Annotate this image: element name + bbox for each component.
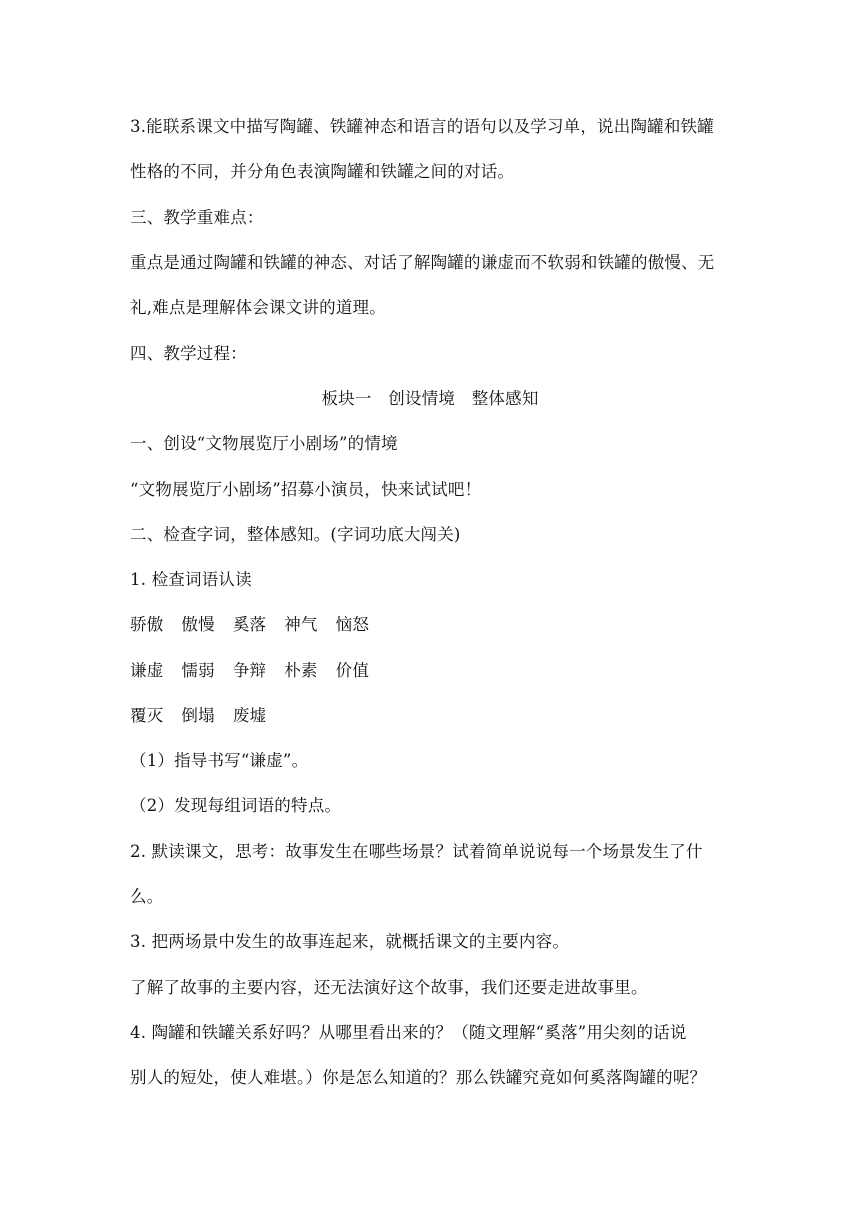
key-points-line-2: 礼,难点是理解体会课文讲的道理。 xyxy=(130,298,386,317)
word-group-2 xyxy=(130,660,745,682)
word: 废墟 xyxy=(232,706,267,725)
word: 价值 xyxy=(335,661,370,680)
word-group-3 xyxy=(130,705,745,727)
word: 谦虚 xyxy=(130,661,164,680)
word: 恼怒 xyxy=(335,615,370,634)
step-2-heading: 二、检查字词，整体感知。(字词功底大闯关) xyxy=(130,525,461,544)
step-1-text: “文物展览厅小剧场”招募小演员，快来试试吧！ xyxy=(130,480,482,499)
item-4-line-2: 别人的短处，使人难堪。）你是怎么知道的？那么铁罐究竟如何奚落陶罐的呢？ xyxy=(130,1068,707,1087)
word: 朴素 xyxy=(284,661,318,680)
item-3: 3. 把两场景中发生的故事连起来，就概括课文的主要内容。 xyxy=(130,932,570,951)
objective-3-line-2: 性格的不同，并分角色表演陶罐和铁罐之间的对话。 xyxy=(130,162,515,181)
item-2-line-2: 么。 xyxy=(130,887,164,906)
word: 懦弱 xyxy=(181,661,215,680)
transition-text: 了解了故事的主要内容，还无法演好这个故事，我们还要走进故事里。 xyxy=(130,978,648,997)
word: 争辩 xyxy=(232,661,267,680)
word: 傲慢 xyxy=(181,615,215,634)
word-group-1 xyxy=(130,614,745,636)
key-points-line-1: 重点是通过陶罐和铁罐的神态、对话了解陶罐的谦虚而不软弱和铁罐的傲慢、无 xyxy=(130,253,715,272)
objective-3-line-1: 3.能联系课文中描写陶罐、铁罐神态和语言的语句以及学习单，说出陶罐和铁罐 xyxy=(130,117,714,136)
sub-item-1: （1）指导书写“谦虚”。 xyxy=(130,751,309,770)
word: 神气 xyxy=(284,615,318,634)
step-1-heading: 一、创设“文物展览厅小剧场”的情境 xyxy=(130,434,398,453)
item-1-heading: 1. 检查词语认读 xyxy=(130,570,252,589)
section-heading-process: 四、教学过程： xyxy=(130,344,247,363)
section-heading-key-points: 三、教学重难点： xyxy=(130,208,264,227)
word: 覆灭 xyxy=(130,706,164,725)
word: 奚落 xyxy=(232,615,267,634)
item-4-line-1: 4. 陶罐和铁罐关系好吗？从哪里看出来的？（随文理解“奚落”用尖刻的话说 xyxy=(130,1023,687,1042)
word: 倒塌 xyxy=(181,706,215,725)
block-title: 板块一 创设情境 整体感知 xyxy=(321,389,539,408)
sub-item-2: （2）发现每组词语的特点。 xyxy=(130,796,342,815)
item-2-line-1: 2. 默读课文，思考：故事发生在哪些场景？试着简单说说每一个场景发生了什 xyxy=(130,842,703,861)
word: 骄傲 xyxy=(130,615,164,634)
